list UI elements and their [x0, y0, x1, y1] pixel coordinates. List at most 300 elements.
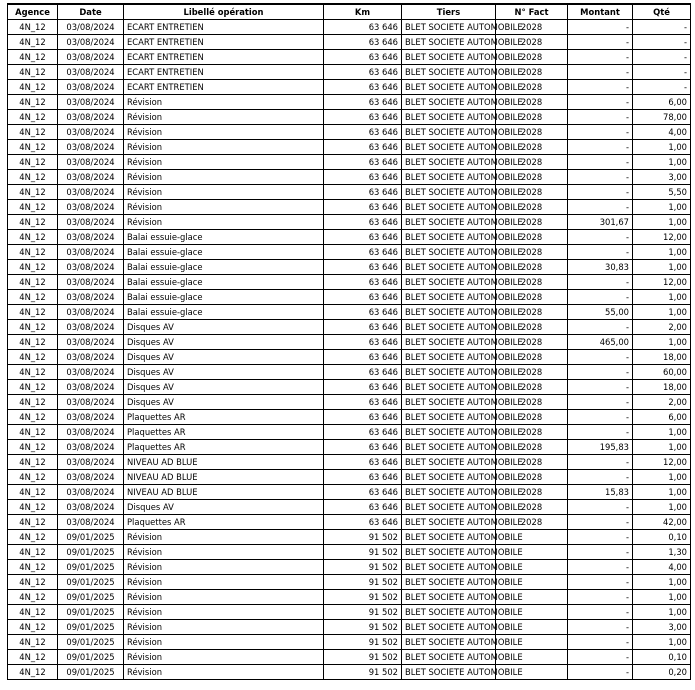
cell-date: 03/08/2024 [58, 395, 124, 410]
cell-num-fact: 2028 [496, 335, 568, 350]
cell-qte: 18,00 [633, 380, 691, 395]
cell-km: 63 646 [324, 350, 402, 365]
cell-agence: 4N_12 [8, 425, 58, 440]
cell-km: 63 646 [324, 500, 402, 515]
cell-libelle: Révision [124, 665, 324, 680]
cell-montant: - [568, 560, 633, 575]
cell-tiers: BLET SOCIETE AUTOMOBILE [402, 320, 496, 335]
cell-montant: - [568, 545, 633, 560]
cell-tiers: BLET SOCIETE AUTOMOBILE [402, 155, 496, 170]
table-row [8, 605, 691, 620]
cell-qte: 2,00 [633, 320, 691, 335]
cell-km: 63 646 [324, 455, 402, 470]
cell-km: 63 646 [324, 440, 402, 455]
cell-montant: - [568, 425, 633, 440]
cell-qte: 4,00 [633, 560, 691, 575]
cell-date: 03/08/2024 [58, 95, 124, 110]
cell-tiers: BLET SOCIETE AUTOMOBILE [402, 395, 496, 410]
cell-montant: - [568, 470, 633, 485]
cell-agence: 4N_12 [8, 320, 58, 335]
table-row [8, 500, 691, 515]
table-row [8, 425, 691, 440]
cell-num-fact: 2028 [496, 290, 568, 305]
cell-date: 09/01/2025 [58, 575, 124, 590]
cell-libelle: Révision [124, 560, 324, 575]
cell-km: 63 646 [324, 335, 402, 350]
cell-tiers: BLET SOCIETE AUTOMOBILE [402, 485, 496, 500]
table-row [8, 260, 691, 275]
cell-date: 03/08/2024 [58, 245, 124, 260]
cell-montant: - [568, 320, 633, 335]
cell-libelle: ECART ENTRETIEN [124, 20, 324, 35]
cell-num-fact: 2028 [496, 395, 568, 410]
cell-km: 63 646 [324, 380, 402, 395]
cell-tiers: BLET SOCIETE AUTOMOBILE [402, 140, 496, 155]
cell-libelle: Révision [124, 545, 324, 560]
cell-km: 91 502 [324, 650, 402, 665]
table-row [8, 365, 691, 380]
cell-qte: 12,00 [633, 455, 691, 470]
table-row [8, 140, 691, 155]
cell-date: 09/01/2025 [58, 650, 124, 665]
cell-km: 63 646 [324, 320, 402, 335]
cell-km: 63 646 [324, 365, 402, 380]
cell-montant: 195,83 [568, 440, 633, 455]
cell-libelle: Révision [124, 215, 324, 230]
cell-qte: 1,00 [633, 140, 691, 155]
cell-montant: - [568, 155, 633, 170]
cell-libelle: Révision [124, 605, 324, 620]
cell-date: 03/08/2024 [58, 515, 124, 530]
cell-montant: - [568, 575, 633, 590]
cell-tiers: BLET SOCIETE AUTOMOBILE [402, 125, 496, 140]
cell-tiers: BLET SOCIETE AUTOMOBILE [402, 515, 496, 530]
cell-km: 91 502 [324, 545, 402, 560]
cell-num-fact: 2028 [496, 170, 568, 185]
cell-qte: 1,00 [633, 200, 691, 215]
cell-date: 09/01/2025 [58, 620, 124, 635]
cell-montant: 465,00 [568, 335, 633, 350]
header-libelle: Libellé opération [124, 4, 324, 20]
cell-tiers: BLET SOCIETE AUTOMOBILE [402, 425, 496, 440]
cell-libelle: Balai essuie-glace [124, 275, 324, 290]
cell-qte: 0,10 [633, 650, 691, 665]
cell-date: 03/08/2024 [58, 185, 124, 200]
cell-tiers: BLET SOCIETE AUTOMOBILE [402, 665, 496, 680]
cell-date: 03/08/2024 [58, 410, 124, 425]
cell-km: 63 646 [324, 65, 402, 80]
cell-qte: 1,00 [633, 290, 691, 305]
cell-qte: - [633, 65, 691, 80]
cell-montant: - [568, 140, 633, 155]
cell-num-fact: 2028 [496, 500, 568, 515]
cell-agence: 4N_12 [8, 590, 58, 605]
cell-tiers: BLET SOCIETE AUTOMOBILE [402, 260, 496, 275]
cell-tiers: BLET SOCIETE AUTOMOBILE [402, 410, 496, 425]
cell-num-fact: 2028 [496, 455, 568, 470]
cell-num-fact: 2028 [496, 230, 568, 245]
cell-km: 63 646 [324, 125, 402, 140]
cell-date: 09/01/2025 [58, 635, 124, 650]
cell-libelle: Révision [124, 575, 324, 590]
header-montant: Montant [568, 4, 633, 20]
cell-qte: 1,00 [633, 155, 691, 170]
table-row [8, 215, 691, 230]
cell-agence: 4N_12 [8, 500, 58, 515]
cell-tiers: BLET SOCIETE AUTOMOBILE [402, 440, 496, 455]
cell-libelle: Révision [124, 110, 324, 125]
cell-date: 03/08/2024 [58, 290, 124, 305]
cell-qte: 0,10 [633, 530, 691, 545]
cell-km: 63 646 [324, 275, 402, 290]
cell-tiers: BLET SOCIETE AUTOMOBILE [402, 50, 496, 65]
cell-libelle: Révision [124, 170, 324, 185]
table-row [8, 410, 691, 425]
cell-qte: - [633, 35, 691, 50]
cell-date: 09/01/2025 [58, 605, 124, 620]
cell-date: 03/08/2024 [58, 350, 124, 365]
cell-libelle: Révision [124, 620, 324, 635]
cell-num-fact: 2028 [496, 470, 568, 485]
table-row [8, 380, 691, 395]
cell-km: 63 646 [324, 80, 402, 95]
cell-libelle: Disques AV [124, 335, 324, 350]
cell-km: 63 646 [324, 110, 402, 125]
cell-tiers: BLET SOCIETE AUTOMOBILE [402, 530, 496, 545]
cell-num-fact: 2028 [496, 200, 568, 215]
cell-libelle: Disques AV [124, 365, 324, 380]
cell-qte: 78,00 [633, 110, 691, 125]
cell-km: 91 502 [324, 620, 402, 635]
cell-km: 63 646 [324, 485, 402, 500]
cell-qte: 1,00 [633, 635, 691, 650]
cell-libelle: Plaquettes AR [124, 410, 324, 425]
cell-agence: 4N_12 [8, 125, 58, 140]
cell-montant: - [568, 245, 633, 260]
cell-date: 03/08/2024 [58, 140, 124, 155]
cell-date: 03/08/2024 [58, 440, 124, 455]
cell-agence: 4N_12 [8, 50, 58, 65]
cell-num-fact: 2028 [496, 350, 568, 365]
cell-num-fact: 2028 [496, 140, 568, 155]
cell-num-fact: 2028 [496, 125, 568, 140]
header-num-fact: N° Fact [496, 4, 568, 20]
cell-tiers: BLET SOCIETE AUTOMOBILE [402, 545, 496, 560]
cell-montant: - [568, 620, 633, 635]
cell-km: 63 646 [324, 185, 402, 200]
table-row [8, 620, 691, 635]
cell-km: 63 646 [324, 215, 402, 230]
cell-montant: - [568, 275, 633, 290]
cell-date: 03/08/2024 [58, 155, 124, 170]
cell-qte: - [633, 80, 691, 95]
cell-date: 09/01/2025 [58, 560, 124, 575]
cell-montant: 30,83 [568, 260, 633, 275]
cell-agence: 4N_12 [8, 530, 58, 545]
cell-libelle: Balai essuie-glace [124, 305, 324, 320]
cell-date: 09/01/2025 [58, 545, 124, 560]
cell-tiers: BLET SOCIETE AUTOMOBILE [402, 185, 496, 200]
cell-qte: 6,00 [633, 95, 691, 110]
cell-agence: 4N_12 [8, 245, 58, 260]
cell-agence: 4N_12 [8, 290, 58, 305]
cell-agence: 4N_12 [8, 620, 58, 635]
cell-qte: 1,00 [633, 605, 691, 620]
cell-km: 91 502 [324, 530, 402, 545]
cell-libelle: Plaquettes AR [124, 440, 324, 455]
cell-qte: 5,50 [633, 185, 691, 200]
header-km: Km [324, 4, 402, 20]
cell-km: 63 646 [324, 155, 402, 170]
cell-num-fact: 2028 [496, 485, 568, 500]
cell-agence: 4N_12 [8, 650, 58, 665]
cell-qte: 60,00 [633, 365, 691, 380]
cell-num-fact: 2028 [496, 305, 568, 320]
cell-agence: 4N_12 [8, 485, 58, 500]
cell-date: 03/08/2024 [58, 455, 124, 470]
cell-agence: 4N_12 [8, 260, 58, 275]
cell-date: 03/08/2024 [58, 425, 124, 440]
cell-km: 91 502 [324, 605, 402, 620]
cell-montant: - [568, 35, 633, 50]
cell-libelle: Disques AV [124, 395, 324, 410]
cell-tiers: BLET SOCIETE AUTOMOBILE [402, 95, 496, 110]
cell-libelle: Balai essuie-glace [124, 245, 324, 260]
table-row [8, 155, 691, 170]
cell-date: 03/08/2024 [58, 50, 124, 65]
cell-tiers: BLET SOCIETE AUTOMOBILE [402, 635, 496, 650]
cell-date: 09/01/2025 [58, 530, 124, 545]
cell-libelle: NIVEAU AD BLUE [124, 485, 324, 500]
cell-km: 91 502 [324, 560, 402, 575]
cell-km: 63 646 [324, 410, 402, 425]
table-row [8, 650, 691, 665]
cell-tiers: BLET SOCIETE AUTOMOBILE [402, 65, 496, 80]
table-row [8, 575, 691, 590]
cell-num-fact: 2028 [496, 440, 568, 455]
cell-agence: 4N_12 [8, 275, 58, 290]
operations-table [7, 3, 691, 680]
table-row [8, 95, 691, 110]
cell-date: 03/08/2024 [58, 20, 124, 35]
cell-num-fact: 2028 [496, 275, 568, 290]
table-row [8, 65, 691, 80]
cell-montant: - [568, 290, 633, 305]
table-row [8, 545, 691, 560]
cell-tiers: BLET SOCIETE AUTOMOBILE [402, 35, 496, 50]
cell-agence: 4N_12 [8, 605, 58, 620]
cell-qte: 6,00 [633, 410, 691, 425]
cell-montant: - [568, 455, 633, 470]
cell-agence: 4N_12 [8, 665, 58, 680]
cell-date: 03/08/2024 [58, 305, 124, 320]
cell-date: 03/08/2024 [58, 170, 124, 185]
cell-qte: 3,00 [633, 170, 691, 185]
cell-qte: 1,00 [633, 425, 691, 440]
table-row [8, 80, 691, 95]
cell-tiers: BLET SOCIETE AUTOMOBILE [402, 470, 496, 485]
cell-montant: - [568, 590, 633, 605]
cell-date: 03/08/2024 [58, 260, 124, 275]
cell-qte: 1,00 [633, 575, 691, 590]
table-row [8, 560, 691, 575]
cell-num-fact: 2028 [496, 215, 568, 230]
cell-tiers: BLET SOCIETE AUTOMOBILE [402, 590, 496, 605]
cell-tiers: BLET SOCIETE AUTOMOBILE [402, 455, 496, 470]
table-row [8, 110, 691, 125]
cell-tiers: BLET SOCIETE AUTOMOBILE [402, 500, 496, 515]
cell-libelle: Disques AV [124, 380, 324, 395]
cell-montant: - [568, 665, 633, 680]
cell-montant: 55,00 [568, 305, 633, 320]
table-row [8, 470, 691, 485]
cell-libelle: ECART ENTRETIEN [124, 80, 324, 95]
cell-qte: 0,20 [633, 665, 691, 680]
cell-tiers: BLET SOCIETE AUTOMOBILE [402, 20, 496, 35]
cell-agence: 4N_12 [8, 470, 58, 485]
cell-libelle: ECART ENTRETIEN [124, 50, 324, 65]
cell-agence: 4N_12 [8, 170, 58, 185]
table-row [8, 125, 691, 140]
cell-tiers: BLET SOCIETE AUTOMOBILE [402, 350, 496, 365]
cell-libelle: Révision [124, 200, 324, 215]
table-row [8, 590, 691, 605]
cell-qte: 1,00 [633, 440, 691, 455]
cell-libelle: Plaquettes AR [124, 515, 324, 530]
cell-libelle: Plaquettes AR [124, 425, 324, 440]
cell-montant: - [568, 80, 633, 95]
cell-montant: - [568, 110, 633, 125]
cell-num-fact: 2028 [496, 365, 568, 380]
table-row [8, 275, 691, 290]
cell-montant: - [568, 170, 633, 185]
cell-num-fact: 2028 [496, 515, 568, 530]
cell-num-fact: 2028 [496, 50, 568, 65]
cell-libelle: Révision [124, 125, 324, 140]
cell-libelle: ECART ENTRETIEN [124, 65, 324, 80]
cell-km: 63 646 [324, 50, 402, 65]
cell-num-fact: 2028 [496, 35, 568, 50]
cell-agence: 4N_12 [8, 35, 58, 50]
cell-agence: 4N_12 [8, 185, 58, 200]
cell-date: 03/08/2024 [58, 380, 124, 395]
cell-date: 03/08/2024 [58, 335, 124, 350]
cell-tiers: BLET SOCIETE AUTOMOBILE [402, 335, 496, 350]
cell-libelle: Révision [124, 650, 324, 665]
cell-agence: 4N_12 [8, 230, 58, 245]
cell-agence: 4N_12 [8, 515, 58, 530]
cell-tiers: BLET SOCIETE AUTOMOBILE [402, 305, 496, 320]
cell-num-fact: 2028 [496, 110, 568, 125]
cell-agence: 4N_12 [8, 380, 58, 395]
cell-qte: 1,00 [633, 245, 691, 260]
cell-tiers: BLET SOCIETE AUTOMOBILE [402, 290, 496, 305]
header-row [8, 4, 691, 20]
cell-tiers: BLET SOCIETE AUTOMOBILE [402, 605, 496, 620]
table-row [8, 305, 691, 320]
cell-montant: - [568, 500, 633, 515]
cell-agence: 4N_12 [8, 335, 58, 350]
cell-qte: 1,00 [633, 590, 691, 605]
table-row [8, 35, 691, 50]
cell-libelle: Disques AV [124, 320, 324, 335]
cell-date: 03/08/2024 [58, 35, 124, 50]
cell-montant: - [568, 65, 633, 80]
cell-num-fact: 2028 [496, 245, 568, 260]
table-row [8, 170, 691, 185]
cell-date: 03/08/2024 [58, 125, 124, 140]
cell-agence: 4N_12 [8, 215, 58, 230]
cell-km: 63 646 [324, 425, 402, 440]
cell-qte: 1,30 [633, 545, 691, 560]
cell-date: 03/08/2024 [58, 230, 124, 245]
table-row [8, 635, 691, 650]
cell-tiers: BLET SOCIETE AUTOMOBILE [402, 575, 496, 590]
cell-libelle: NIVEAU AD BLUE [124, 470, 324, 485]
cell-agence: 4N_12 [8, 20, 58, 35]
cell-montant: - [568, 530, 633, 545]
cell-montant: 301,67 [568, 215, 633, 230]
cell-qte: 3,00 [633, 620, 691, 635]
cell-km: 63 646 [324, 230, 402, 245]
cell-libelle: NIVEAU AD BLUE [124, 455, 324, 470]
table-row [8, 245, 691, 260]
table-row [8, 185, 691, 200]
cell-date: 03/08/2024 [58, 200, 124, 215]
cell-km: 63 646 [324, 95, 402, 110]
cell-tiers: BLET SOCIETE AUTOMOBILE [402, 230, 496, 245]
cell-date: 03/08/2024 [58, 500, 124, 515]
table-row [8, 455, 691, 470]
cell-date: 09/01/2025 [58, 665, 124, 680]
cell-num-fact: 2028 [496, 80, 568, 95]
cell-tiers: BLET SOCIETE AUTOMOBILE [402, 170, 496, 185]
table-row [8, 290, 691, 305]
cell-agence: 4N_12 [8, 200, 58, 215]
cell-agence: 4N_12 [8, 545, 58, 560]
cell-km: 63 646 [324, 395, 402, 410]
table-row [8, 350, 691, 365]
cell-date: 03/08/2024 [58, 365, 124, 380]
table-row [8, 515, 691, 530]
cell-agence: 4N_12 [8, 80, 58, 95]
cell-agence: 4N_12 [8, 410, 58, 425]
cell-km: 91 502 [324, 575, 402, 590]
cell-date: 03/08/2024 [58, 470, 124, 485]
table-row [8, 530, 691, 545]
cell-date: 03/08/2024 [58, 110, 124, 125]
cell-montant: - [568, 200, 633, 215]
cell-montant: - [568, 50, 633, 65]
header-agence: Agence [8, 4, 58, 20]
cell-qte: 1,00 [633, 305, 691, 320]
cell-km: 91 502 [324, 635, 402, 650]
cell-montant: - [568, 380, 633, 395]
cell-libelle: Balai essuie-glace [124, 290, 324, 305]
cell-qte: 12,00 [633, 275, 691, 290]
header-tiers: Tiers [402, 4, 496, 20]
cell-km: 63 646 [324, 200, 402, 215]
cell-num-fact: 2028 [496, 425, 568, 440]
cell-agence: 4N_12 [8, 95, 58, 110]
cell-qte: - [633, 50, 691, 65]
cell-km: 63 646 [324, 305, 402, 320]
spreadsheet [7, 3, 691, 680]
table-row [8, 440, 691, 455]
cell-qte: 42,00 [633, 515, 691, 530]
table-row [8, 230, 691, 245]
cell-libelle: Révision [124, 530, 324, 545]
